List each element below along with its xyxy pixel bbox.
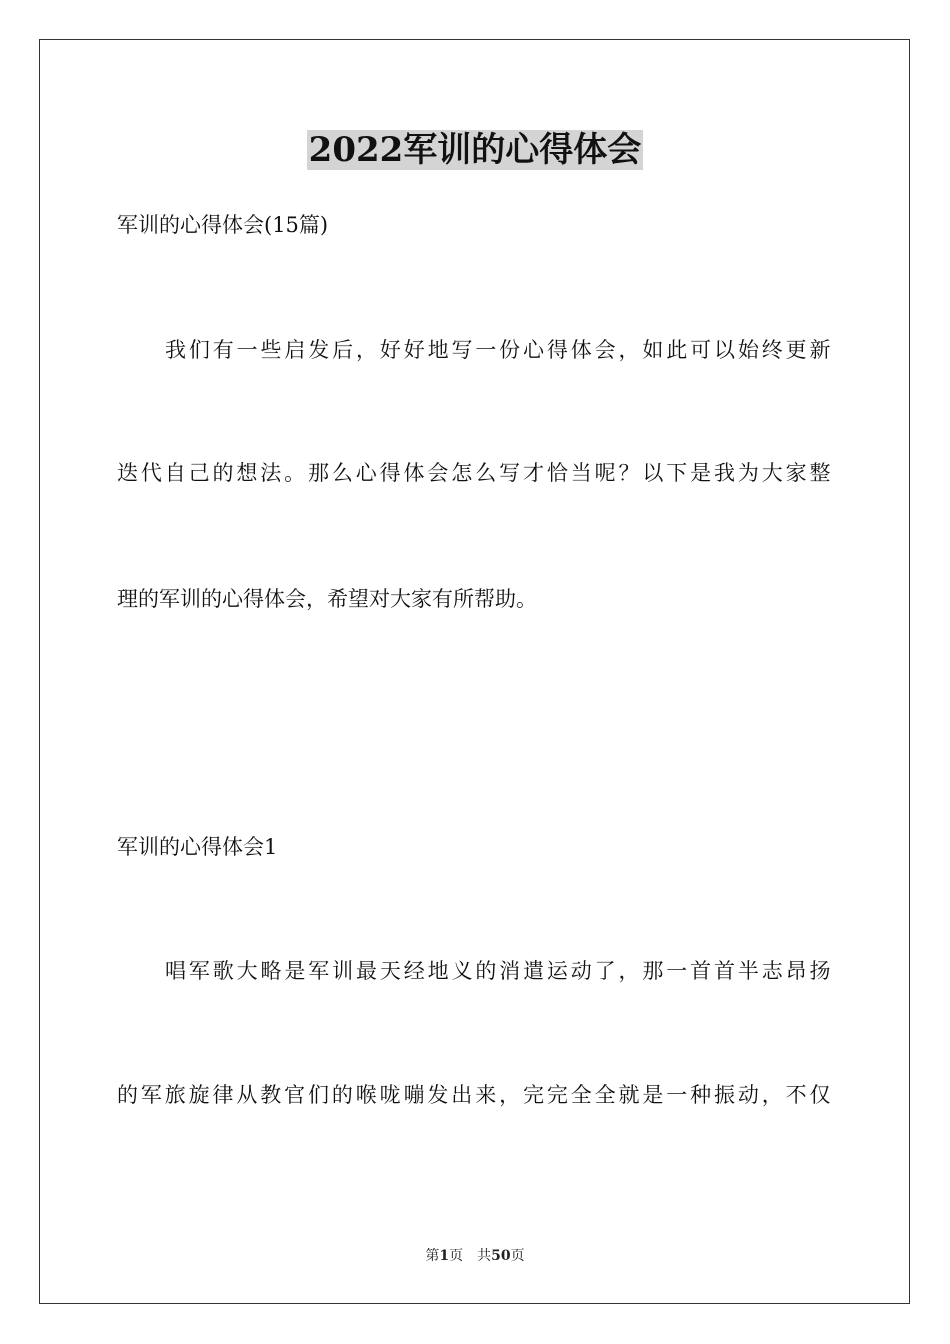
total-suffix: 页 — [510, 1248, 525, 1264]
body-line-1: 唱军歌大略是军训最天经地义的消遣运动了，那一首首半志昂扬 — [165, 959, 831, 983]
page-prefix: 第 — [425, 1248, 440, 1264]
document-title — [0, 124, 950, 176]
body-line-2: 的军旅旋律从教官们的喉咙嘣发出来，完完全全就是一种振动，不仅 — [117, 1083, 831, 1107]
total-pages: 50 — [491, 1248, 511, 1264]
page-footer — [0, 1246, 950, 1266]
intro-line-2: 迭代自己的想法。那么心得体会怎么写才恰当呢？以下是我为大家整 — [117, 461, 831, 485]
document-title-text: 2022军训的心得体会 — [308, 130, 642, 170]
section-heading: 军训的心得体会1 — [117, 835, 278, 859]
page-suffix: 页 — [449, 1248, 464, 1264]
page-number: 1 — [439, 1248, 450, 1264]
document-subtitle: 军训的心得体会(15篇) — [117, 213, 329, 237]
total-prefix: 共 — [477, 1248, 492, 1264]
intro-line-3: 理的军训的心得体会，希望对大家有所帮助。 — [117, 587, 537, 611]
intro-line-1: 我们有一些启发后，好好地写一份心得体会，如此可以始终更新 — [165, 338, 831, 362]
